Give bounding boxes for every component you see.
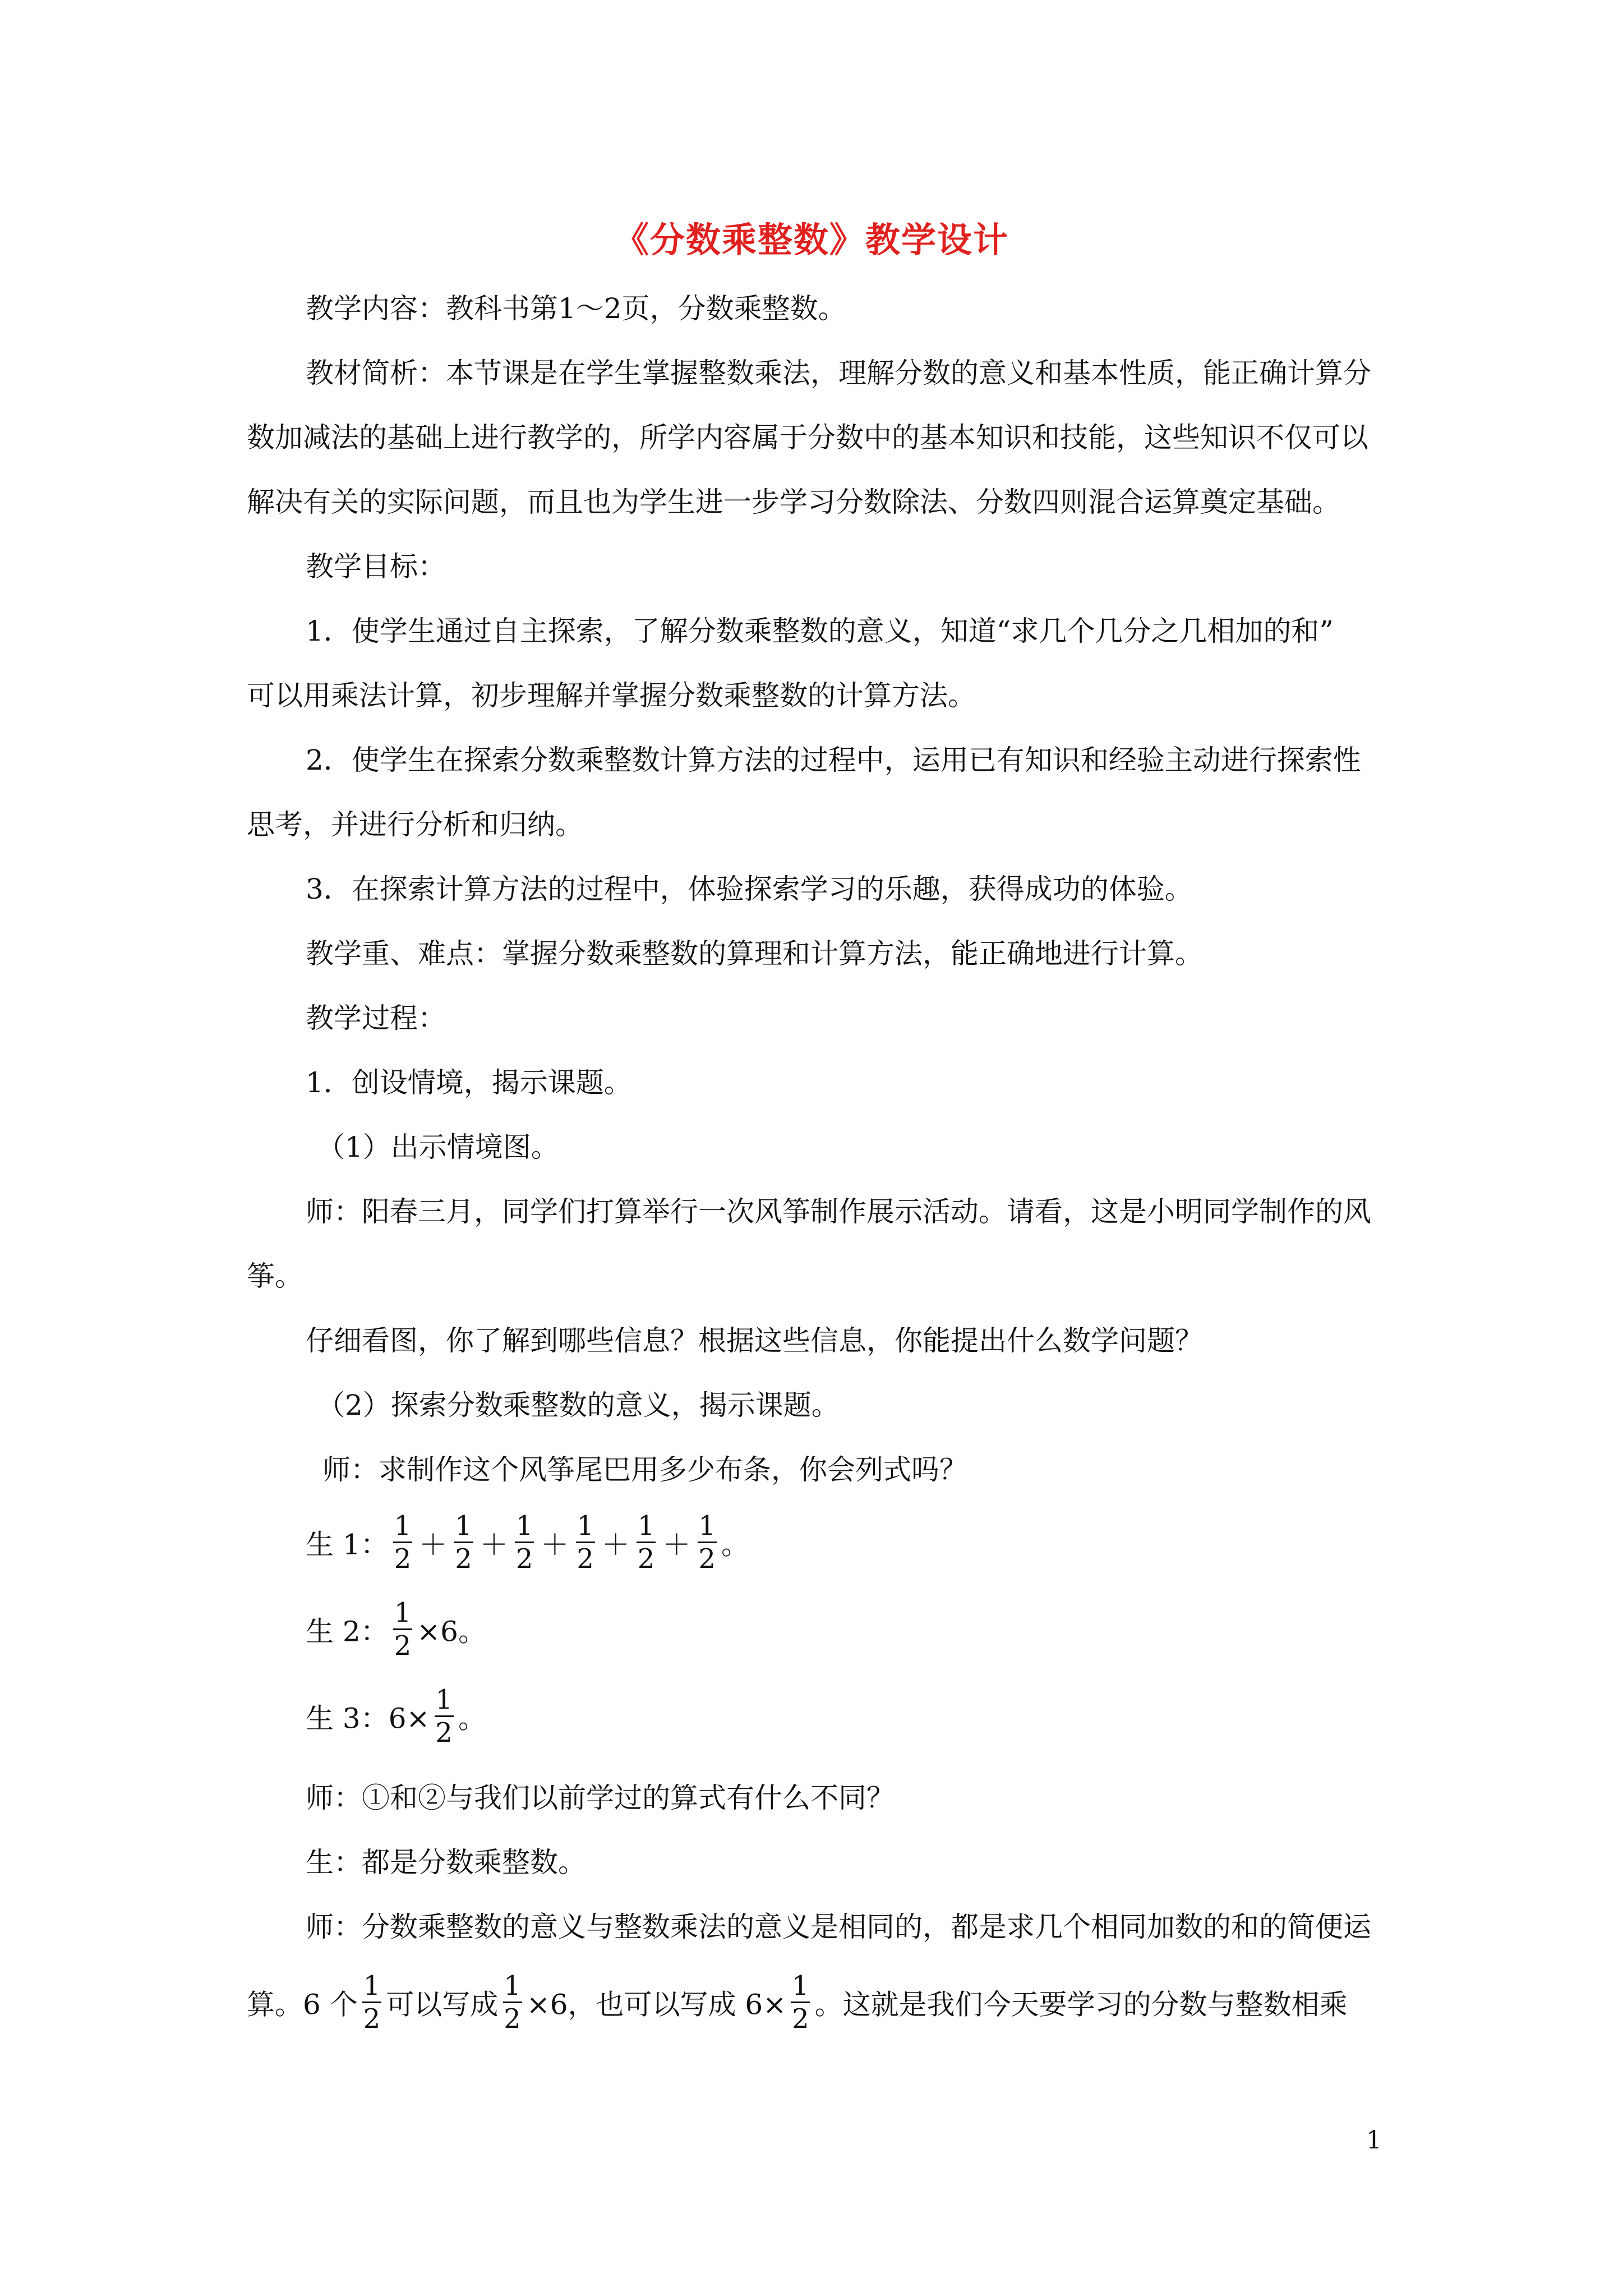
paragraph-analysis-1: 教材简析：本节课是在学生掌握整数乘法，理解分数的意义和基本性质，能正确计算分 [306,357,1371,389]
key-points: 教学重、难点：掌握分数乘整数的算理和计算方法，能正确地进行计算。 [306,937,1203,970]
fraction: $\frac{1}{2}$ [394,1597,412,1662]
teacher-question: 师：求制作这个风筝尾巴用多少布条，你会列式吗？ [322,1453,967,1486]
teacher-compare: 师：①和②与我们以前学过的算式有什么不同？ [306,1782,895,1814]
goal-1-line-2: 可以用乘法计算，初步理解并掌握分数乘整数的计算方法。 [247,679,976,712]
explain-text-3: ×6，也可以写成 6× [526,1988,787,2021]
plus-sign: ＋ [662,1528,691,1561]
plus-sign: ＋ [601,1528,630,1561]
fraction: $\frac{1}{2}$ [363,1970,381,2035]
teacher-line-1: 师：阳春三月，同学们打算举行一次风筝制作展示活动。请看，这是小明同学制作的风 [306,1195,1371,1228]
fraction: $\frac{1}{2}$ [637,1510,655,1575]
period: 。 [721,1528,749,1561]
explain-text-4: 。这就是我们今天要学习的分数与整数相乘 [814,1988,1348,2021]
fraction: $\frac{1}{2}$ [515,1510,533,1575]
fraction: $\frac{1}{2}$ [577,1510,594,1575]
paragraph-content: 教学内容：教科书第1～2页，分数乘整数。 [306,292,846,325]
goal-2-line-1: 2．使学生在探索分数乘整数计算方法的过程中，运用已有知识和经验主动进行探索性 [306,744,1361,776]
student-reply: 生：都是分数乘整数。 [306,1846,586,1879]
plus-sign: ＋ [541,1528,569,1561]
heading-process: 教学过程： [306,1002,446,1034]
fraction: $\frac{1}{2}$ [455,1510,472,1575]
teacher-line-2: 筝。 [247,1260,303,1292]
plus-sign: ＋ [419,1528,448,1561]
teacher-explain-2 [247,1970,1348,2039]
sub-step-1: （1）出示情境图。 [317,1131,559,1163]
question-line: 仔细看图，你了解到哪些信息？根据这些信息，你能提出什么数学问题？ [306,1324,1203,1357]
goal-3: 3．在探索计算方法的过程中，体验探索学习的乐趣，获得成功的体验。 [306,873,1193,905]
paragraph-analysis-2: 数加减法的基础上进行教学的，所学内容属于分数中的基本知识和技能，这些知识不仅可以 [247,421,1368,454]
sub-step-2: （2）探索分数乘整数的意义，揭示课题。 [317,1389,840,1421]
student-2-label: 生 2： [306,1615,389,1648]
goal-2-line-2: 思考，并进行分析和归纳。 [247,808,583,841]
heading-goals: 教学目标： [306,550,446,583]
student-1-answer [306,1510,749,1579]
fraction: $\frac{1}{2}$ [435,1684,453,1749]
student-3-label: 生 3：6× [306,1702,430,1735]
student-3-answer [306,1684,486,1753]
teacher-explain-1: 师：分数乘整数的意义与整数乘法的意义是相同的，都是求几个相同加数的和的简便运 [306,1911,1371,1943]
fraction: $\frac{1}{2}$ [792,1970,809,2035]
fraction: $\frac{1}{2}$ [394,1510,412,1575]
goal-1-line-1: 1．使学生通过自主探索，了解分数乘整数的意义，知道“求几个几分之几相加的和” [306,615,1334,647]
student-1-label: 生 1： [306,1528,389,1561]
fraction: $\frac{1}{2}$ [698,1510,716,1575]
student-2-answer [306,1597,486,1666]
document-title: 《分数乘整数》教学设计 [614,219,1009,260]
plus-sign: ＋ [479,1528,508,1561]
paragraph-analysis-3: 解决有关的实际问题，而且也为学生进一步学习分数除法、分数四则混合运算奠定基础。 [247,486,1340,518]
period: 。 [458,1702,486,1735]
explain-text-1: 算。6 个 [247,1988,358,2021]
step-1: 1．创设情境，揭示课题。 [306,1066,632,1099]
fraction: $\frac{1}{2}$ [504,1970,521,2035]
page-number: 1 [1366,2126,1382,2155]
student-2-tail: ×6。 [417,1615,486,1648]
explain-text-2: 可以写成 [386,1988,499,2021]
